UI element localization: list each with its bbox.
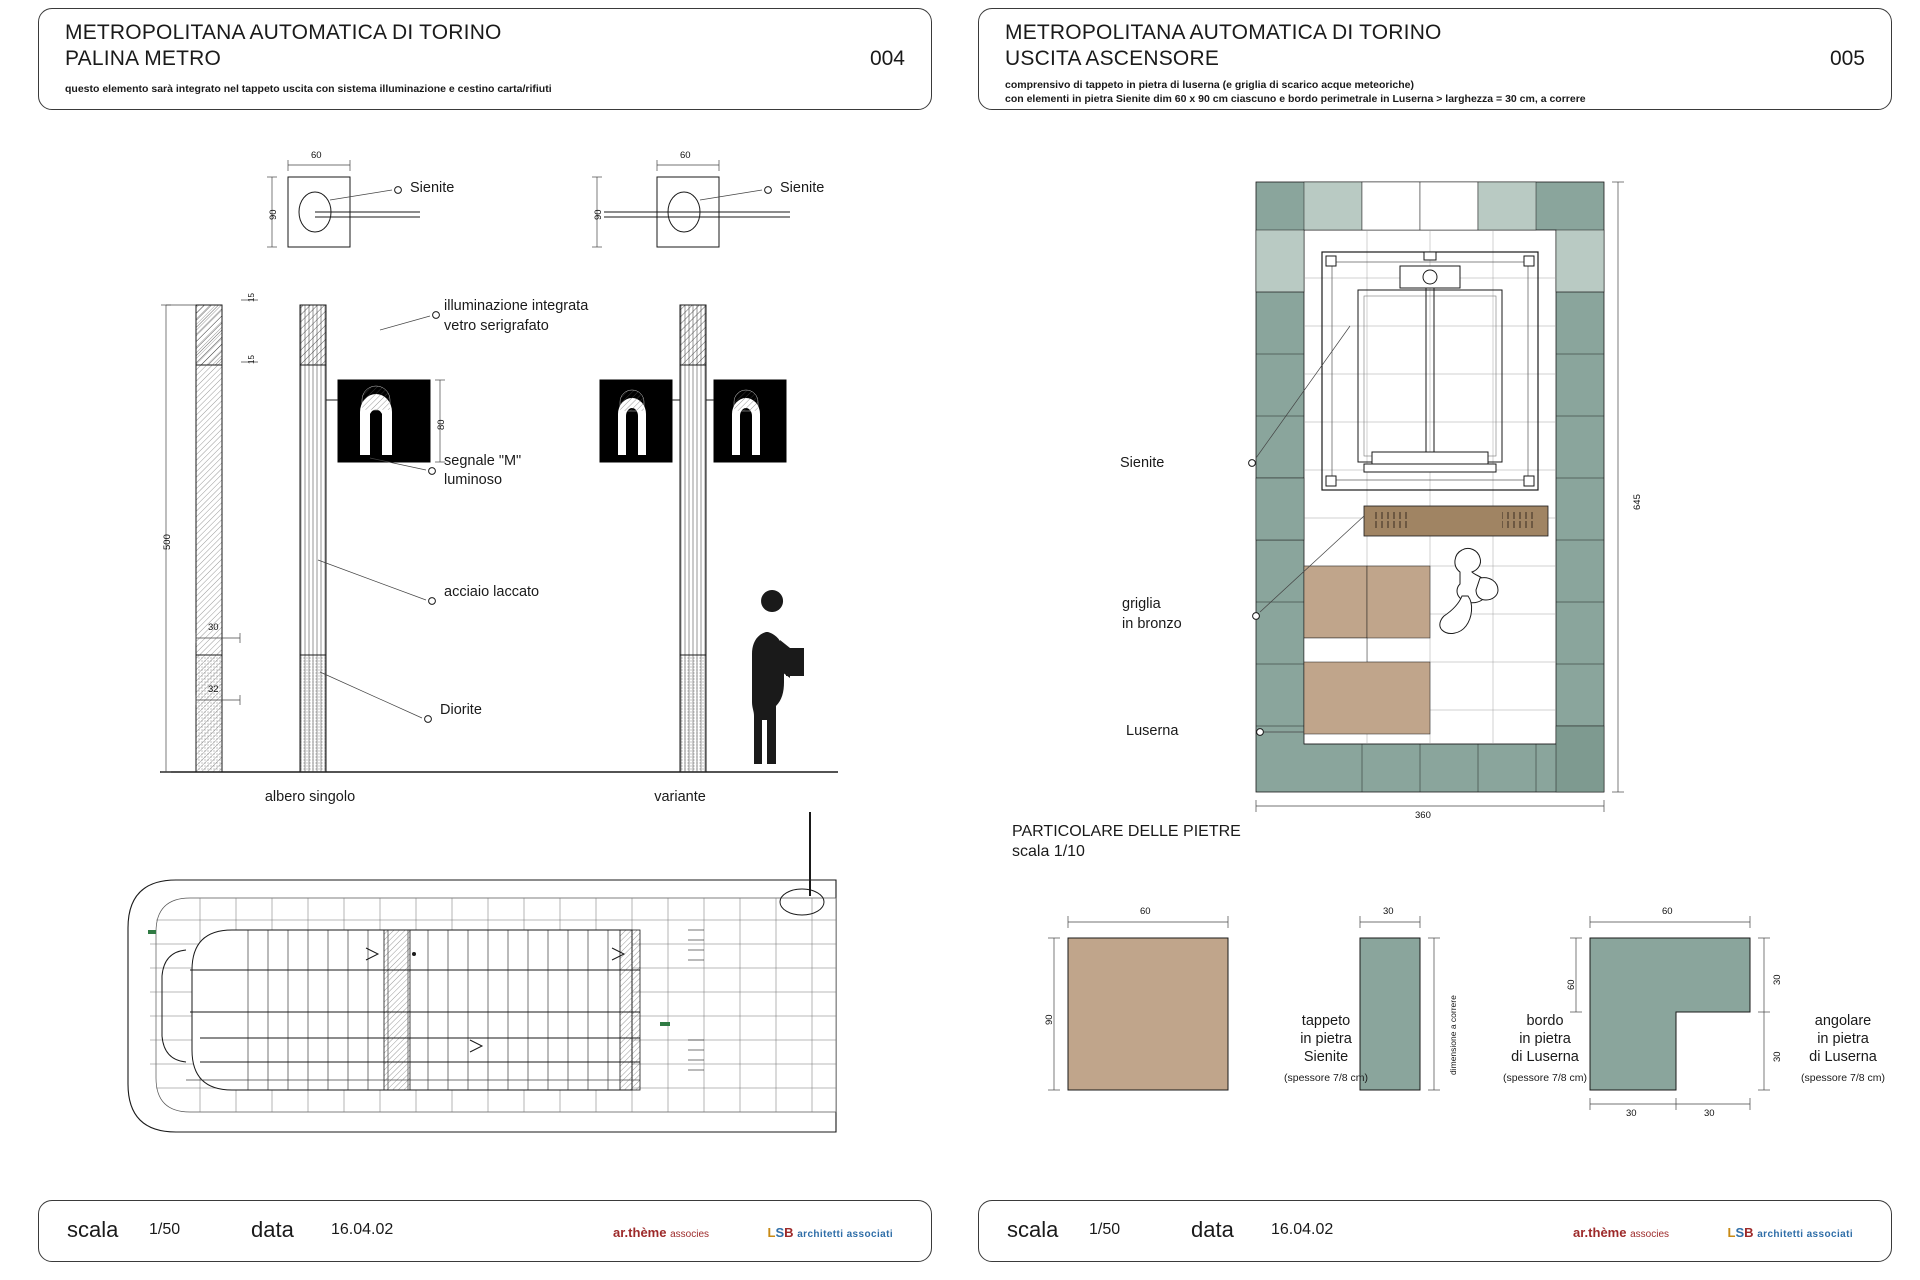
title-line-1: METROPOLITANA AUTOMATICA DI TORINO bbox=[65, 21, 502, 44]
dim-90-a: 90 bbox=[268, 209, 279, 220]
label-luminoso: luminoso bbox=[444, 472, 503, 488]
label-griglia-line1: griglia bbox=[1122, 596, 1161, 612]
caption-thickness: (spessore 7/8 cm) bbox=[1800, 1072, 1886, 1084]
footer-scala-label: scala bbox=[1007, 1217, 1059, 1242]
dim-stone1-h: 90 bbox=[1044, 1014, 1055, 1025]
title-line-1: METROPOLITANA AUTOMATICA DI TORINO bbox=[1005, 21, 1442, 44]
sheet-number: 004 bbox=[869, 47, 905, 70]
dim-stone2-w: 30 bbox=[1383, 906, 1394, 917]
caption-line-1: tappeto bbox=[1301, 1013, 1351, 1029]
dim-15-b: 15 bbox=[247, 355, 256, 364]
pole-section-left bbox=[161, 300, 258, 772]
caption-line-3: Sienite bbox=[1303, 1049, 1349, 1065]
studio-logo-artheme: ar.thème associes bbox=[1572, 1225, 1669, 1240]
dim-80: 80 bbox=[436, 419, 447, 430]
caption-tappeto-sienite bbox=[1246, 1012, 1406, 1087]
footer-scala-value: 1/50 bbox=[1089, 1221, 1121, 1238]
plan-detail-sienite-right bbox=[592, 160, 790, 247]
caption-bordo-luserna bbox=[1460, 1012, 1630, 1087]
dim-15-a: 15 bbox=[247, 293, 256, 302]
dim-32: 32 bbox=[208, 684, 219, 695]
caption-line-2: in pietra bbox=[1519, 1031, 1571, 1047]
caption-angolare-luserna bbox=[1768, 1012, 1918, 1087]
label-vetro-serigrafato: vetro serigrafato bbox=[444, 318, 549, 334]
sheet-note-line-1: comprensivo di tappeto in pietra di luserna (e griglia di scarico acque meteoriche) bbox=[1005, 79, 1415, 91]
label-segnale-m: segnale "M" bbox=[444, 453, 522, 469]
dim-90-b: 90 bbox=[593, 209, 604, 220]
footer-data-value: 16.04.02 bbox=[1271, 1221, 1334, 1238]
label-illuminazione: illuminazione integrata bbox=[444, 298, 589, 314]
sheet-note: questo elemento sarà integrato nel tappeto uscita con sistema illuminazione e cestino carta/rifiuti bbox=[65, 83, 552, 95]
label-acciaio-laccato: acciaio laccato bbox=[444, 584, 540, 600]
label-sienite-1: Sienite bbox=[410, 180, 455, 196]
title-line-2: PALINA METRO bbox=[65, 47, 222, 70]
dim-stone3-w: 60 bbox=[1662, 906, 1673, 917]
dim-500: 500 bbox=[162, 534, 173, 550]
drawing-ascensore-plan bbox=[960, 0, 1920, 1280]
dim-stone3-b30b: 30 bbox=[1704, 1108, 1715, 1119]
sheet-note-line-2: con elementi in pietra Sienite dim 60 x 90 cm ciascuno e bordo perimetrale in Luserna > larghezza = 30 cm, a correre bbox=[1005, 93, 1586, 105]
title-line-2: USCITA ASCENSORE bbox=[1005, 47, 1220, 70]
dim-30: 30 bbox=[208, 622, 219, 633]
dim-stone3-h30b: 30 bbox=[1772, 1051, 1783, 1062]
studio-logo-artheme: ar.thème associes bbox=[612, 1225, 709, 1240]
pole-albero-singolo bbox=[300, 305, 445, 772]
footer-scala-value: 1/50 bbox=[149, 1221, 181, 1238]
plan-detail-sienite-left bbox=[267, 160, 420, 247]
caption-line-3: di Luserna bbox=[1511, 1049, 1579, 1065]
footer-data-label: data bbox=[251, 1217, 294, 1242]
label-sienite-2: Sienite bbox=[780, 180, 825, 196]
label-luserna: Luserna bbox=[1126, 723, 1179, 739]
footer-block-004 bbox=[38, 1200, 932, 1262]
caption-line-2: in pietra bbox=[1817, 1031, 1869, 1047]
stone-detail-tappeto bbox=[1048, 916, 1228, 1090]
label-griglia-line2: in bronzo bbox=[1122, 616, 1182, 632]
drawing-palina-plan bbox=[128, 812, 836, 1132]
dim-stone1-w: 60 bbox=[1140, 906, 1151, 917]
footer-block-005 bbox=[978, 1200, 1892, 1262]
caption-thickness: (spessore 7/8 cm) bbox=[1502, 1072, 1588, 1084]
caption-line-2: in pietra bbox=[1300, 1031, 1352, 1047]
dim-stone3-h60: 60 bbox=[1566, 979, 1577, 990]
footer-scala-label: scala bbox=[67, 1217, 119, 1242]
footer-data-label: data bbox=[1191, 1217, 1234, 1242]
dim-60-a: 60 bbox=[311, 150, 322, 161]
human-figure-silhouette bbox=[752, 590, 804, 764]
heading-scala-dettaglio: scala 1/10 bbox=[1012, 843, 1085, 860]
dim-stone2-side: dimensione a correre bbox=[1448, 995, 1458, 1075]
sheet-number: 005 bbox=[1829, 47, 1865, 70]
caption-line-1: angolare bbox=[1814, 1013, 1872, 1029]
dim-360: 360 bbox=[1415, 810, 1431, 821]
caption-variante: variante bbox=[654, 789, 706, 805]
caption-line-3: di Luserna bbox=[1809, 1049, 1877, 1065]
dim-645: 645 bbox=[1632, 494, 1643, 510]
caption-thickness: (spessore 7/8 cm) bbox=[1283, 1072, 1369, 1084]
sheet-uscita-ascensore bbox=[960, 0, 1920, 1280]
studio-logo-lsb: LSB architetti associati bbox=[767, 1225, 893, 1240]
dim-stone3-b30a: 30 bbox=[1626, 1108, 1637, 1119]
dim-60-b: 60 bbox=[680, 150, 691, 161]
studio-logo-lsb: LSB architetti associati bbox=[1727, 1225, 1853, 1240]
heading-particolare-pietre: PARTICOLARE DELLE PIETRE bbox=[1012, 823, 1241, 840]
label-diorite: Diorite bbox=[440, 702, 482, 718]
caption-line-1: bordo bbox=[1526, 1013, 1564, 1029]
plan-paving bbox=[1249, 182, 1624, 812]
caption-albero-singolo: albero singolo bbox=[264, 789, 356, 805]
footer-data-value: 16.04.02 bbox=[331, 1221, 394, 1238]
dim-stone3-h30a: 30 bbox=[1772, 974, 1783, 985]
label-sienite: Sienite bbox=[1120, 455, 1165, 471]
